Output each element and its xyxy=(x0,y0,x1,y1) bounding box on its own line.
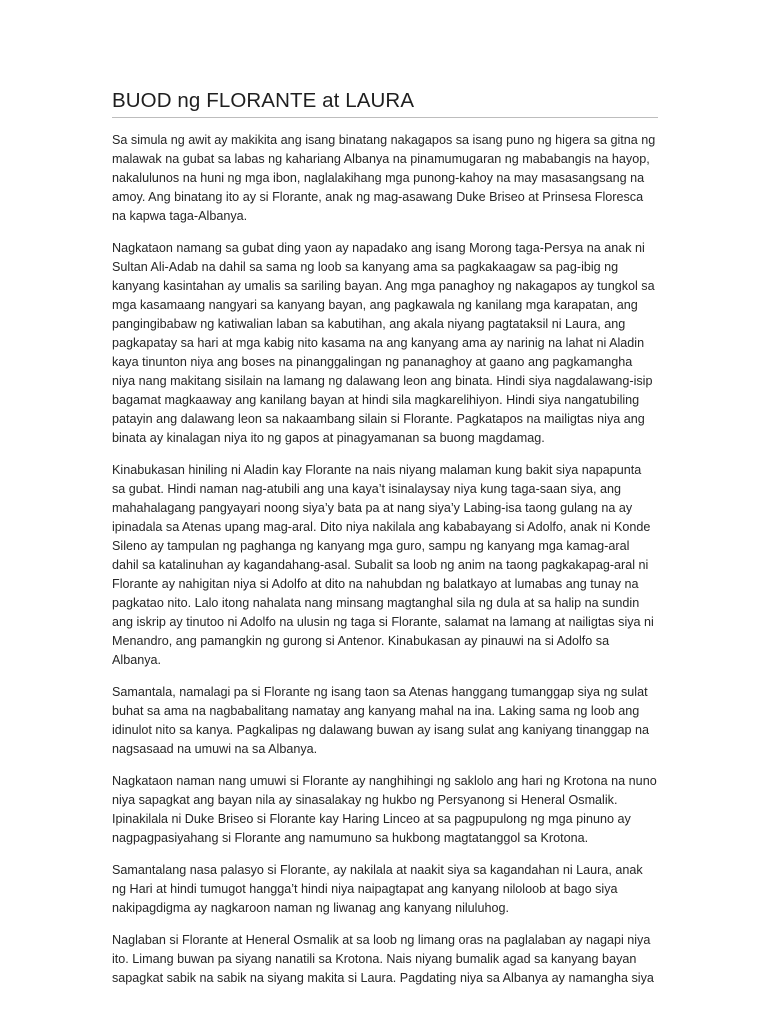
document-page xyxy=(112,88,658,1001)
paragraph-3: Kinabukasan hiniling ni Aladin kay Florante na nais niyang malaman kung bakit siya napapunta sa gubat. Hindi naman nag-atubili ang una kaya’t isinalaysay niya kung taga-saan siya, ang mahahalagang pangyayari noong siya’y bata pa at nang siya’y Labing-isa taong gulang na ay ipinadala sa Atenas upang mag-aral. Dito niya nakilala ang kababayang si Adolfo, anak ni Konde Sileno ay tampulan ng paghanga ng kanyang mga guro, sampu ng kanyang mga kamag-aral dahil sa katalinuhan ay kagandahang-asal. Subalit sa loob ng anim na taong pagkakapag-aral ni Florante ay nahigitan niya si Adolfo at dito na nahubdan ng balatkayo at lumabas ang tunay na pagkatao nito. Lalo itong nahalata nang minsang magtanghal sila ng dula at sa halip na sundin ang iskrip ay tinutoo ni Adolfo na ulusin ng taga si Florante, salamat na lamang at nailigtas siya ni Menandro, ang pamangkin ng gurong si Antenor. Kinabukasan ay pinauwi na si Adolfo sa Albanya. xyxy=(112,463,654,667)
paragraph-5: Nagkataon naman nang umuwi si Florante ay nanghihingi ng saklolo ang hari ng Krotona na nuno niya sapagkat ang bayan nila ay sinasalakay ng hukbo ng Persyanong si Heneral Osmalik. Ipinakilala ni Duke Briseo si Florante kay Haring Linceo at sa pagpupulong ng mga pinuno ay nagpagpasiyahang si Florante ang namumuno sa hukbong magtatanggol sa Krotona. xyxy=(112,774,657,845)
document-body xyxy=(112,131,658,988)
paragraph-6: Samantalang nasa palasyo si Florante, ay nakilala at naakit siya sa kagandahan ni Laura, anak ng Hari at hindi tumugot hangga’t hindi niya naipagtapat ang kanyang niloloob at bago siya nakipagdigma ay nagkaroon naman ng liwanag ang kanyang niluluhog. xyxy=(112,863,643,915)
paragraph-7: Naglaban si Florante at Heneral Osmalik at sa loob ng limang oras na paglalaban ay nagapi niya ito. Limang buwan pa siyang nanatili sa Krotona. Nais niyang bumalik agad sa kanyang bayan sapagkat sabik na sabik na siyang makita si Laura. Pagdating niya sa Albanya ay namangha siya xyxy=(112,933,654,985)
paragraph-4: Samantala, namalagi pa si Florante ng isang taon sa Atenas hanggang tumanggap siya ng sulat buhat sa ama na nagbabalitang namatay ang kanyang mahal na ina. Laking sama ng loob ang idinulot nito sa kanya. Pagkalipas ng dalawang buwan ay isang sulat ang kaniyang tinanggap na nagsasaad na umuwi na sa Albanya. xyxy=(112,685,650,756)
paragraph-1: Sa simula ng awit ay makikita ang isang binatang nakagapos sa isang puno ng higera sa gitna ng malawak na gubat sa labas ng kahariang Albanya na pinamumugaran ng mababangis na hayop, nakalulunos na huni ng mga ibon, naglalakihang mga punong-kahoy na may masasangsang na amoy. Ang binatang ito ay si Florante, anak ng mag-asawang Duke Briseo at Prinsesa Floresca na kapwa taga-Albanya. xyxy=(112,133,656,223)
page-title: BUOD ng FLORANTE at LAURA xyxy=(112,88,658,118)
paragraph-2: Nagkataon namang sa gubat ding yaon ay napadako ang isang Morong taga-Persya na anak ni Sultan Ali-Adab na dahil sa sama ng loob sa kanyang ama sa pagkakaagaw sa pag-ibig ng kanyang kasintahan ay umalis sa sariling bayan. Ang mga panaghoy ng nakagapos ay tungkol sa mga kasamaang nangyari sa kanyang bayan, ang pagkawala ng kanilang mga karapatan, ang pangingibabaw ng katiwalian laban sa kabutihan, ang akala niyang pagtataksil ni Laura, ang pagkapatay sa hari at mga kabig nito kasama na ang kanyang ama ay narinig na lahat ni Aladin kaya tinunton niya ang boses na pinanggalingan ng pananaghoy at gaano ang pagkamangha niya nang makitang sisilain na lamang ng dalawang leon ang binata. Hindi siya nagdalawang-isip bagamat magkaaway ang kanilang bayan at hindi sila magkarelihiyon. Hindi siya nangatubiling patayin ang dalawang leon sa nakaambang silain si Florante. Pagkatapos na mailigtas niya ang binata ay kinalagan niya ito ng gapos at pinagyamanan sa buong magdamag. xyxy=(112,241,655,445)
